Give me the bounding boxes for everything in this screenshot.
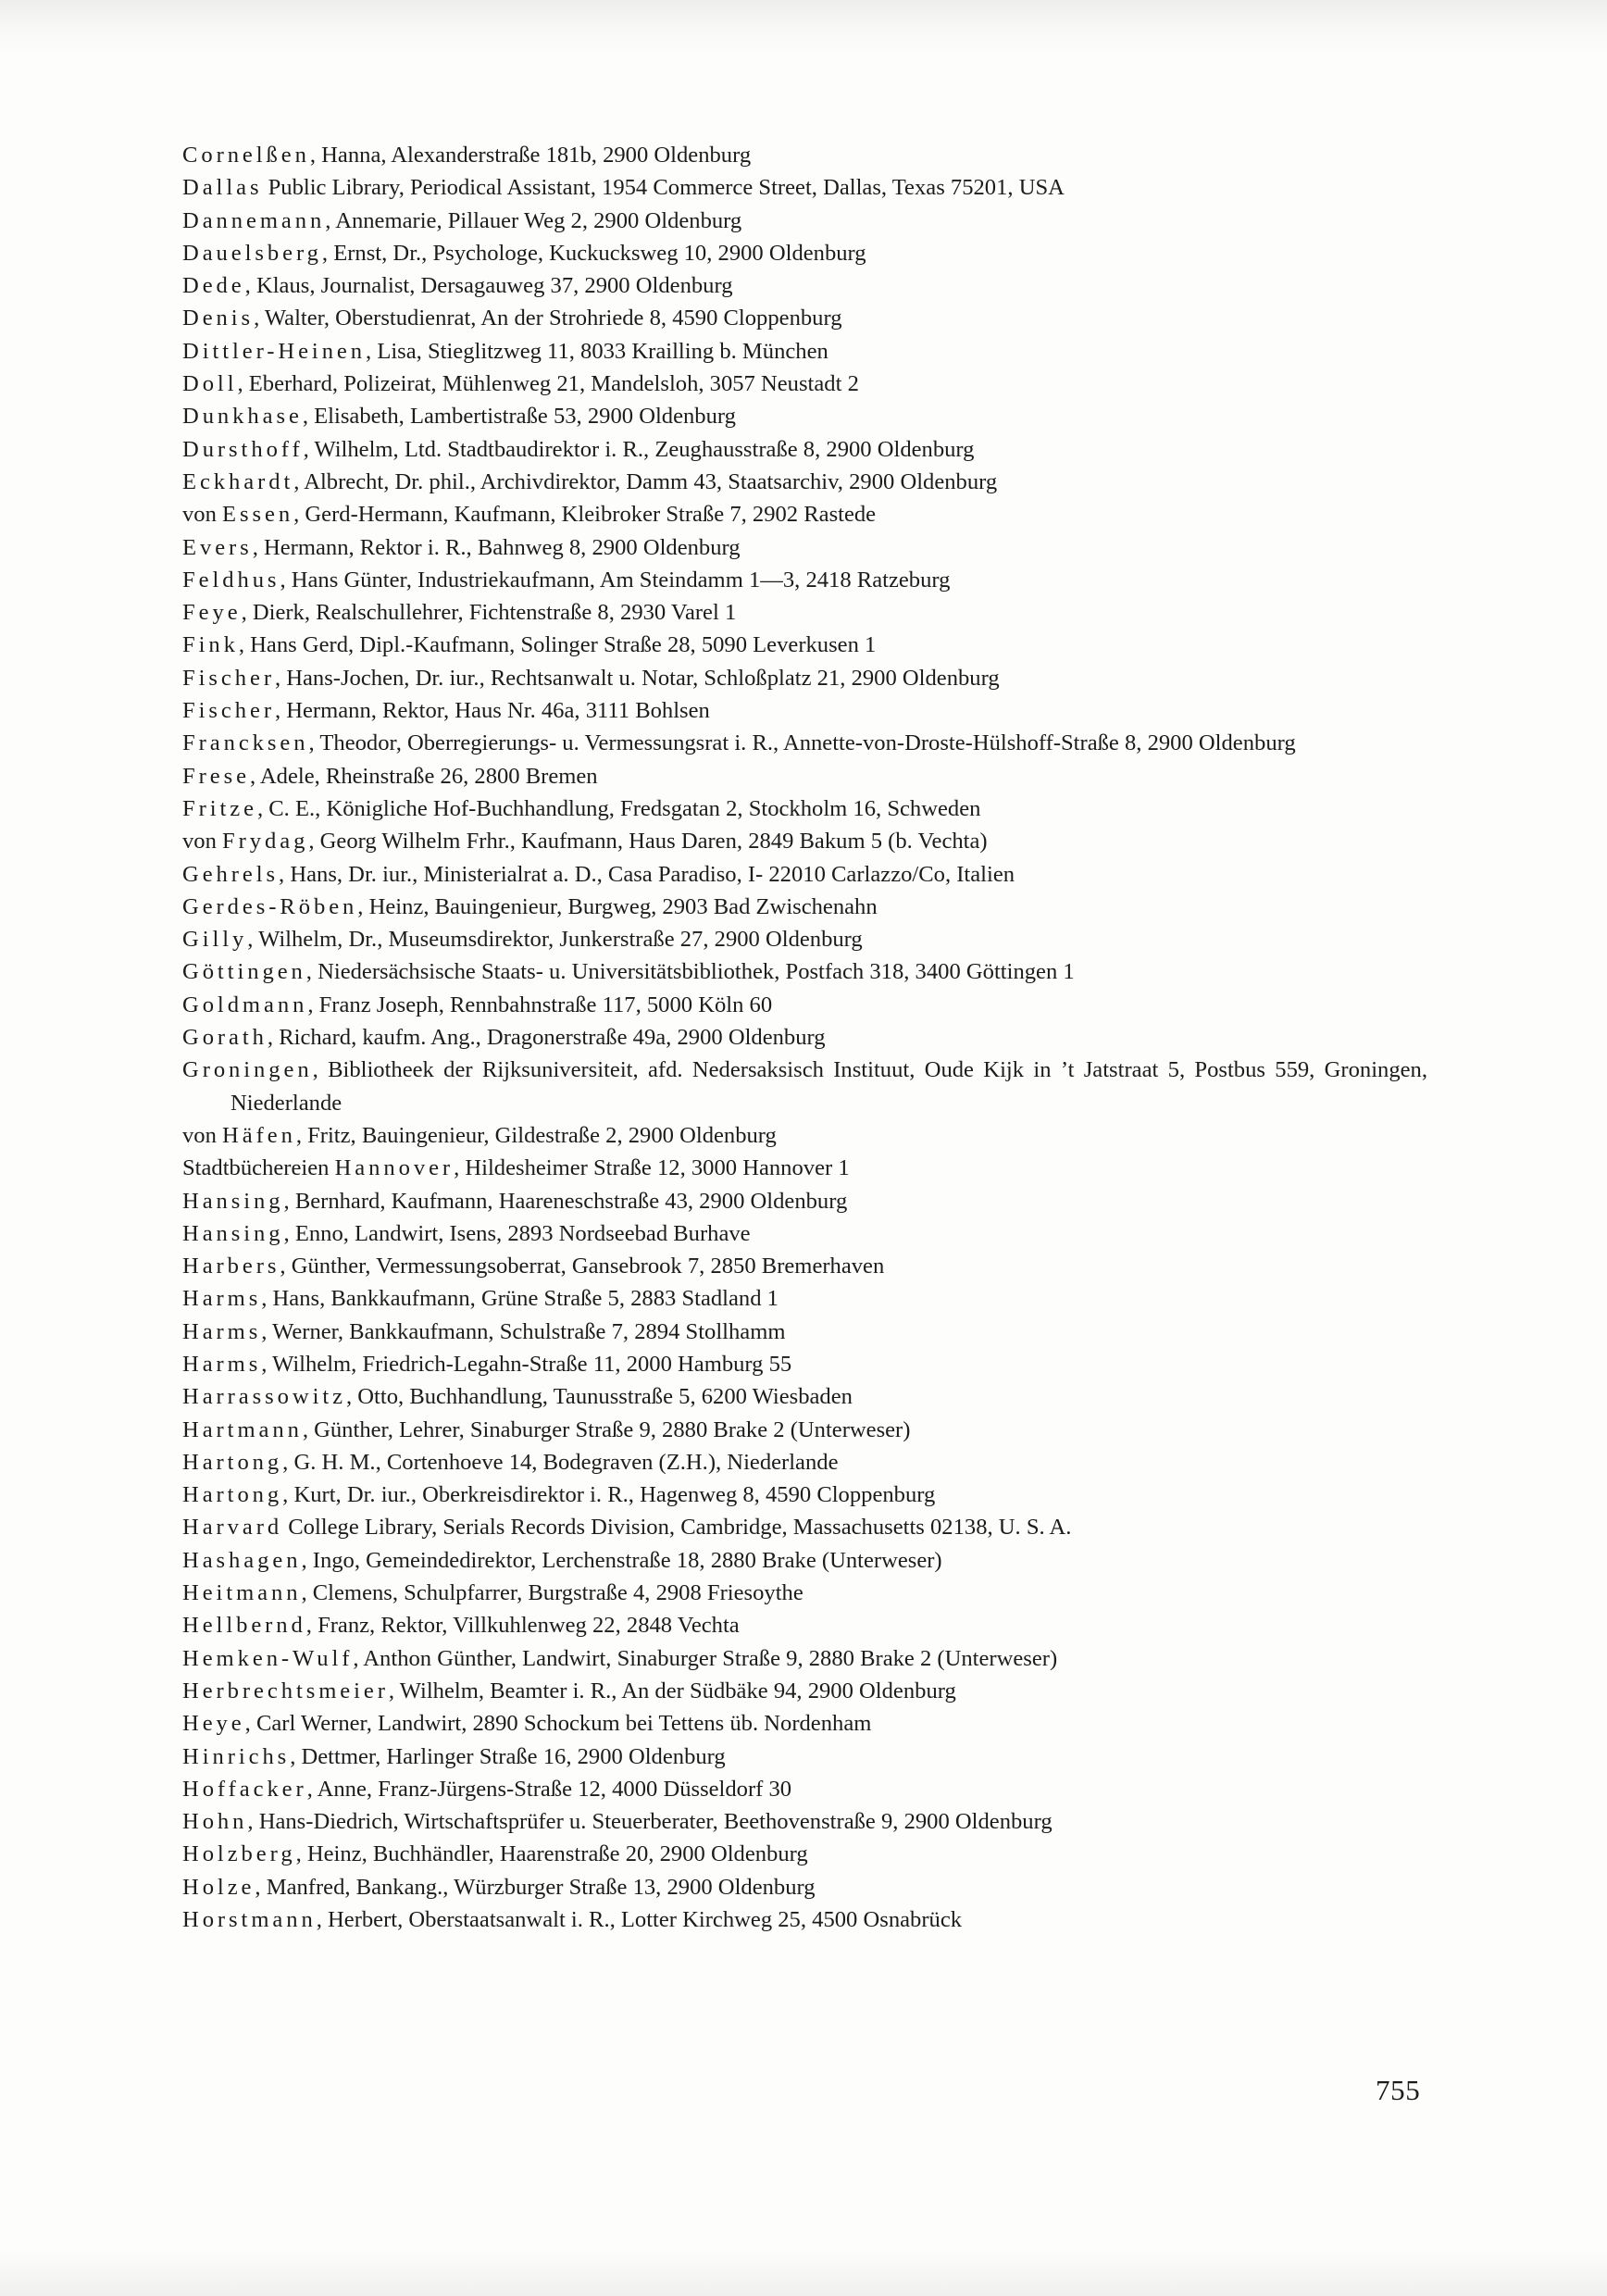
entry-details: , Kurt, Dr. iur., Oberkreisdirektor i. R., Hagenweg 8, 4590 Cloppenburg	[282, 1482, 936, 1508]
list-item	[182, 1152, 1427, 1184]
entry-prefix: von	[182, 1122, 223, 1148]
list-item	[182, 466, 1427, 498]
entry-surname: Evers	[182, 534, 253, 560]
list-item	[182, 1544, 1427, 1577]
list-item	[182, 1119, 1427, 1152]
entry-details: , Hans, Bankkaufmann, Grüne Straße 5, 2883 Stadland 1	[261, 1286, 779, 1312]
entry-details: , Wilhelm, Beamter i. R., An der Südbäke 94, 2900 Oldenburg	[388, 1678, 956, 1703]
entry-surname: Hartmann	[182, 1416, 303, 1442]
entry-surname: Dannemann	[182, 207, 326, 233]
entry-details: , Heinz, Buchhändler, Haarenstraße 20, 2900 Oldenburg	[295, 1841, 808, 1867]
entry-details: , Annemarie, Pillauer Weg 2, 2900 Oldenburg	[325, 207, 742, 233]
entry-surname: Cornelßen	[182, 143, 310, 168]
entry-details: , Franz Joseph, Rennbahnstraße 117, 5000 Köln 60	[307, 992, 773, 1017]
entry-details: , Hermann, Rektor i. R., Bahnweg 8, 2900 Oldenburg	[252, 534, 741, 560]
entry-details: , Walter, Oberstudienrat, An der Strohriede 8, 4590 Cloppenburg	[254, 306, 842, 331]
entry-details: , Hildesheimer Straße 12, 3000 Hannover 1	[454, 1155, 850, 1181]
list-item	[182, 1511, 1427, 1543]
entry-details: , Hanna, Alexanderstraße 181b, 2900 Oldenburg	[309, 143, 752, 168]
entry-details: Public Library, Periodical Assistant, 1954 Commerce Street, Dallas, Texas 75201, USA	[262, 175, 1065, 201]
entry-surname: Essen	[222, 502, 294, 528]
entry-surname: Hemken-Wulf	[182, 1645, 354, 1671]
list-item	[182, 923, 1427, 955]
list-item	[182, 662, 1427, 694]
entry-surname: Heye	[182, 1711, 245, 1737]
entry-surname: Gerdes-Röben	[182, 893, 358, 919]
list-item	[182, 1348, 1427, 1380]
list-item	[182, 1675, 1427, 1707]
list-item	[182, 1773, 1427, 1805]
list-item	[182, 792, 1427, 825]
list-item	[182, 727, 1427, 759]
entry-details: , Günther, Vermessungsoberrat, Gansebrook 7, 2850 Bremerhaven	[280, 1254, 885, 1279]
entry-details: , Hans-Diedrich, Wirtschaftsprüfer u. Steuerberater, Beethovenstraße 9, 2900 Oldenburg	[247, 1809, 1053, 1835]
list-item	[182, 1185, 1427, 1217]
list-item	[182, 1741, 1427, 1773]
list-item	[182, 1446, 1427, 1479]
entry-surname: Goldmann	[182, 992, 308, 1017]
entry-surname: Hashagen	[182, 1547, 302, 1573]
list-item	[182, 1250, 1427, 1282]
entry-surname: Harms	[182, 1351, 262, 1377]
list-item	[182, 1871, 1427, 1903]
entry-surname: Gilly	[182, 927, 248, 953]
entry-details: , Anthon Günther, Landwirt, Sinaburger Straße 9, 2880 Brake 2 (Unterweser)	[353, 1645, 1058, 1671]
entry-surname: Denis	[182, 306, 255, 331]
entry-surname: Holze	[182, 1874, 255, 1900]
entry-surname: Hansing	[182, 1220, 284, 1246]
list-item	[182, 205, 1427, 237]
list-item	[182, 1479, 1427, 1511]
entry-surname: Dede	[182, 273, 245, 299]
entry-surname: Groningen	[182, 1057, 313, 1083]
entry-surname: Hohn	[182, 1809, 248, 1835]
list-item	[182, 989, 1427, 1021]
entry-surname: Fischer	[182, 665, 275, 691]
entry-details: , Anne, Franz-Jürgens-Straße 12, 4000 Düsseldorf 30	[306, 1776, 792, 1802]
entry-details: , Wilhelm, Friedrich-Legahn-Straße 11, 2000 Hamburg 55	[261, 1351, 792, 1377]
list-item	[182, 1054, 1427, 1119]
entry-details: , Carl Werner, Landwirt, 2890 Schockum bei Tettens üb. Nordenham	[244, 1711, 872, 1737]
entry-surname: Hoffacker	[182, 1776, 307, 1802]
entry-surname: Häfen	[222, 1122, 296, 1148]
entry-details: , Ingo, Gemeindedirektor, Lerchenstraße 18, 2880 Brake (Unterweser)	[301, 1547, 942, 1573]
entry-details: , Heinz, Bauingenieur, Burgweg, 2903 Bad Zwischenahn	[357, 893, 878, 919]
list-item	[182, 1642, 1427, 1675]
scan-shadow-bottom	[0, 2250, 1607, 2296]
entry-surname: Fink	[182, 632, 239, 658]
entry-surname: Göttingen	[182, 959, 306, 985]
entry-surname: Holzberg	[182, 1841, 296, 1867]
entry-prefix: Stadtbüchereien	[182, 1155, 335, 1181]
list-item	[182, 1903, 1427, 1936]
list-item	[182, 368, 1427, 400]
entry-surname: Doll	[182, 371, 238, 397]
list-item	[182, 171, 1427, 204]
entry-details: , Albrecht, Dr. phil., Archivdirektor, Damm 43, Staatsarchiv, 2900 Oldenburg	[293, 468, 998, 494]
entry-surname: Horstmann	[182, 1907, 317, 1933]
entry-details: , Eberhard, Polizeirat, Mühlenweg 21, Mandelsloh, 3057 Neustadt 2	[237, 371, 859, 397]
entry-details: , Georg Wilhelm Frhr., Kaufmann, Haus Daren, 2849 Bakum 5 (b. Vechta)	[308, 829, 988, 855]
list-item	[182, 694, 1427, 727]
entry-details: , Franz, Rektor, Villkuhlenweg 22, 2848 Vechta	[305, 1613, 740, 1639]
entry-details: , Hans, Dr. iur., Ministerialrat a. D., Casa Paradiso, I- 22010 Carlazzo/Co, Italien	[279, 861, 1015, 887]
entry-surname: Gehrels	[182, 861, 280, 887]
entry-surname: Fischer	[182, 698, 275, 724]
entry-details: , Hermann, Rektor, Haus Nr. 46a, 3111 Bohlsen	[274, 698, 710, 724]
entry-details: , Günther, Lehrer, Sinaburger Straße 9, 2880 Brake 2 (Unterweser)	[302, 1416, 911, 1442]
entry-surname: Hartong	[182, 1482, 283, 1508]
list-item	[182, 531, 1427, 564]
entry-surname: Harms	[182, 1286, 262, 1312]
entry-details: , Theodor, Oberregierungs- u. Vermessungsrat i. R., Annette-von-Droste-Hülshoff-Straße 8, 2900 Oldenburg	[308, 730, 1296, 756]
scan-shadow-top	[0, 0, 1607, 56]
entry-details: , Otto, Buchhandlung, Taunusstraße 5, 6200 Wiesbaden	[346, 1384, 853, 1410]
entry-surname: Dursthoff	[182, 436, 304, 462]
entry-surname: Hellbernd	[182, 1613, 306, 1639]
entry-details: , Manfred, Bankang., Würzburger Straße 13, 2900 Oldenburg	[255, 1874, 816, 1900]
list-item	[182, 858, 1427, 891]
entry-details: , Niedersächsische Staats- u. Universitätsbibliothek, Postfach 318, 3400 Göttingen 1	[305, 959, 1075, 985]
entry-surname: Harrassowitz	[182, 1384, 346, 1410]
entry-surname: Harms	[182, 1318, 262, 1344]
list-item	[182, 498, 1427, 530]
entry-surname: Heitmann	[182, 1580, 302, 1606]
list-item	[182, 1282, 1427, 1315]
entry-details: , Fritz, Bauingenieur, Gildestraße 2, 2900 Oldenburg	[295, 1122, 777, 1148]
list-item	[182, 1609, 1427, 1641]
list-item	[182, 400, 1427, 432]
entry-surname: Hartong	[182, 1449, 283, 1475]
entry-surname: Francksen	[182, 730, 309, 756]
entry-details: , Adele, Rheinstraße 26, 2800 Bremen	[249, 763, 598, 789]
list-item	[182, 891, 1427, 923]
entry-details: , Bernhard, Kaufmann, Haareneschstraße 43, 2900 Oldenburg	[283, 1188, 848, 1214]
entry-details: , Clemens, Schulpfarrer, Burgstraße 4, 2908 Friesoythe	[301, 1580, 804, 1606]
list-item	[182, 1707, 1427, 1740]
entry-surname: Dittler-Heinen	[182, 338, 367, 364]
list-item	[182, 1316, 1427, 1348]
entry-details: , Gerd-Hermann, Kaufmann, Kleibroker Straße 7, 2902 Rastede	[293, 502, 877, 528]
list-item	[182, 269, 1427, 302]
entry-details: , Herbert, Oberstaatsanwalt i. R., Lotter Kirchweg 25, 4500 Osnabrück	[316, 1907, 963, 1933]
list-item	[182, 1838, 1427, 1870]
list-item	[182, 1805, 1427, 1838]
entry-details: , G. H. M., Cortenhoeve 14, Bodegraven (Z.H.), Niederlande	[282, 1449, 839, 1475]
entry-surname: Harvard	[182, 1515, 283, 1541]
entry-details: College Library, Serials Records Division, Cambridge, Massachusetts 02138, U. S. A.	[282, 1515, 1072, 1541]
list-item	[182, 335, 1427, 368]
list-item	[182, 1380, 1427, 1413]
entry-surname: Dallas	[182, 175, 263, 201]
list-item	[182, 596, 1427, 629]
list-item	[182, 629, 1427, 661]
entry-details: , Dierk, Realschullehrer, Fichtenstraße 8, 2930 Varel 1	[241, 600, 737, 626]
entry-prefix: von	[182, 502, 223, 528]
list-item	[182, 955, 1427, 988]
entry-surname: Dunkhase	[182, 404, 303, 430]
entry-surname: Hansing	[182, 1188, 284, 1214]
entry-details: , Hans Günter, Industriekaufmann, Am Steindamm 1—3, 2418 Ratzeburg	[280, 567, 951, 593]
entry-details: , Lisa, Stieglitzweg 11, 8033 Krailling b. München	[366, 338, 828, 364]
list-item	[182, 1021, 1427, 1054]
entry-surname: Gorath	[182, 1025, 268, 1051]
entry-details: , Elisabeth, Lambertistraße 53, 2900 Oldenburg	[302, 404, 736, 430]
list-item	[182, 139, 1427, 171]
entry-details: , Wilhelm, Dr., Museumsdirektor, Junkerstraße 27, 2900 Oldenburg	[247, 927, 863, 953]
list-item	[182, 1577, 1427, 1609]
entry-surname: Herbrechtsmeier	[182, 1678, 389, 1703]
member-list	[182, 139, 1427, 1936]
entry-surname: Harbers	[182, 1254, 280, 1279]
list-item	[182, 302, 1427, 334]
entry-details: , C. E., Königliche Hof-Buchhandlung, Fredsgatan 2, Stockholm 16, Schweden	[256, 795, 981, 821]
list-item	[182, 1217, 1427, 1250]
list-item	[182, 1414, 1427, 1446]
entry-details: , Richard, kaufm. Ang., Dragonerstraße 49a, 2900 Oldenburg	[267, 1025, 826, 1051]
list-item	[182, 564, 1427, 596]
entry-surname: Eckhardt	[182, 468, 294, 494]
entry-details: , Klaus, Journalist, Dersagauweg 37, 2900 Oldenburg	[244, 273, 733, 299]
entry-surname: Dauelsberg	[182, 240, 322, 266]
entry-details: , Werner, Bankkaufmann, Schulstraße 7, 2894 Stollhamm	[261, 1318, 786, 1344]
list-item	[182, 825, 1427, 857]
list-item	[182, 433, 1427, 466]
entry-surname: Hinrichs	[182, 1743, 291, 1769]
entry-details: , Hans-Jochen, Dr. iur., Rechtsanwalt u. Notar, Schloßplatz 21, 2900 Oldenburg	[274, 665, 1000, 691]
entry-prefix: von	[182, 829, 223, 855]
entry-surname: Feldhus	[182, 567, 280, 593]
entry-details: , Ernst, Dr., Psychologe, Kuckucksweg 10, 2900 Oldenburg	[321, 240, 866, 266]
entry-details: , Bibliotheek der Rijksuniversiteit, afd. Nedersaksisch Instituut, Oude Kijk in ’t Jatstraat 5, Postbus 559, Groningen, Niederlande	[230, 1057, 1427, 1116]
page-number: 755	[1376, 2074, 1421, 2106]
entry-surname: Frese	[182, 763, 250, 789]
list-item	[182, 760, 1427, 792]
list-item	[182, 237, 1427, 269]
entry-details: , Wilhelm, Ltd. Stadtbaudirektor i. R., Zeughausstraße 8, 2900 Oldenburg	[303, 436, 975, 462]
entry-surname: Frydag	[222, 829, 309, 855]
entry-surname: Fritze	[182, 795, 257, 821]
entry-details: , Hans Gerd, Dipl.-Kaufmann, Solinger Straße 28, 5090 Leverkusen 1	[238, 632, 877, 658]
entry-details: , Dettmer, Harlinger Straße 16, 2900 Oldenburg	[290, 1743, 726, 1769]
entry-surname: Feye	[182, 600, 242, 626]
entry-surname: Hannover	[334, 1155, 455, 1181]
entry-details: , Enno, Landwirt, Isens, 2893 Nordseebad Burhave	[283, 1220, 751, 1246]
